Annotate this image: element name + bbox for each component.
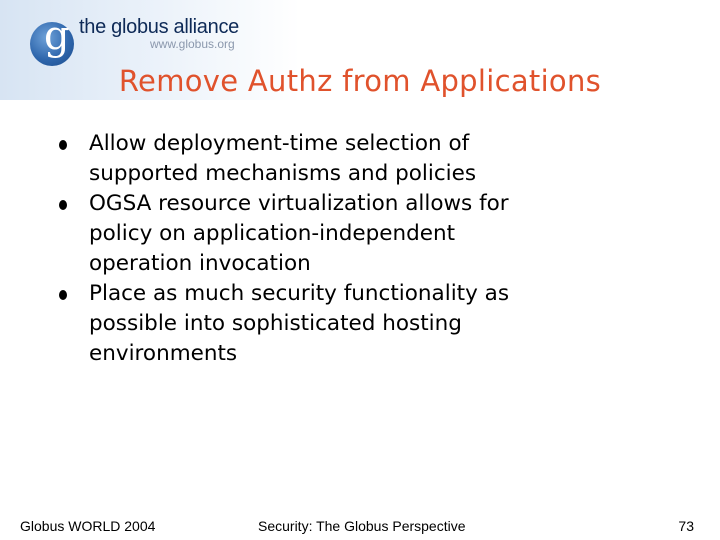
footer-event: Globus WORLD 2004 [20,518,156,534]
bullet-text: Place as much security functionality as possible into sophisticated hosting environments [89,281,510,366]
bullet-item [53,129,693,189]
bullet-text: OGSA resource virtualization allows for policy on application-independent operation invocation [89,191,509,276]
bullet-item [53,279,693,369]
logo-letter: g [44,13,70,59]
logo-name: the globus alliance [79,16,239,38]
slide-title: Remove Authz from Applications [118,64,602,98]
logo-url: www.globus.org [150,37,235,51]
page-number: 73 [678,518,694,534]
bullet-text: Allow deployment-time selection of supported mechanisms and policies [89,131,477,186]
bullet-item [53,189,693,279]
footer-title: Security: The Globus Perspective [258,518,466,534]
bullet-list [53,129,693,369]
